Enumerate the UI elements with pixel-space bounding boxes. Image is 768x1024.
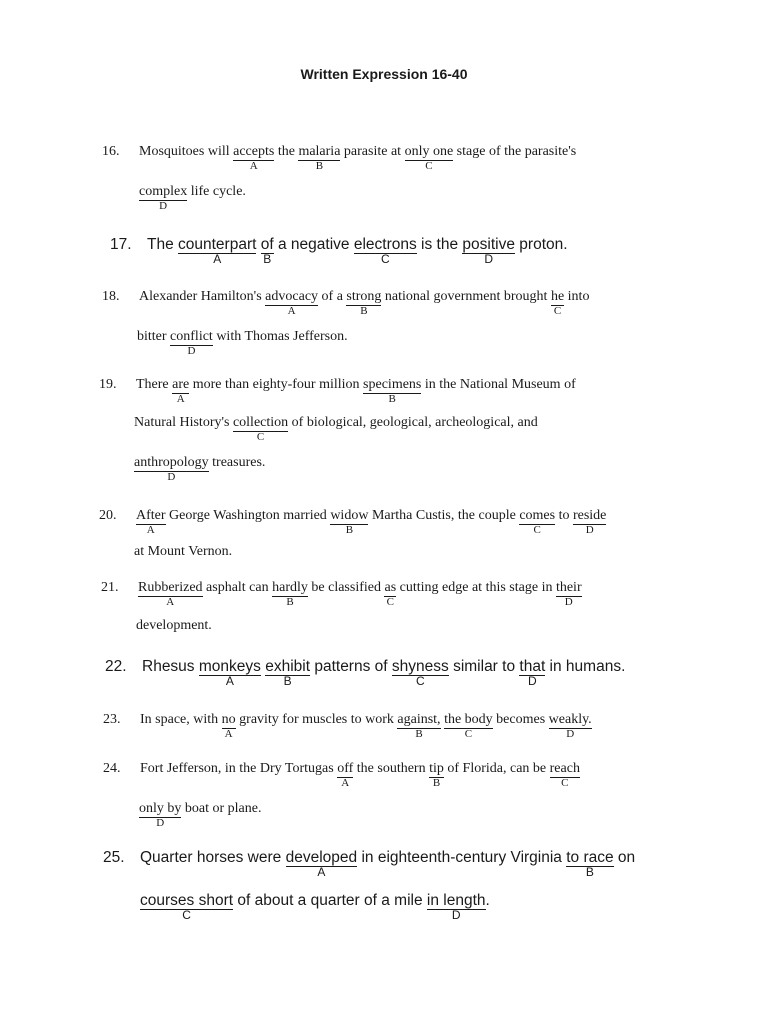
option-letter: D [159, 200, 168, 212]
underlined-option-b[interactable]: strong B [346, 289, 382, 317]
underlined-option-b[interactable]: hardly B [272, 580, 308, 608]
underlined-option-b[interactable]: specimens B [363, 377, 422, 405]
option-letter: A [166, 596, 175, 608]
underlined-option-c[interactable]: shyness C [391, 658, 449, 688]
underlined-option-a[interactable]: Rubberized A [138, 580, 203, 608]
question-number: 16. [102, 144, 120, 159]
sentence-text: cutting edge at this stage in [396, 580, 556, 595]
underlined-option-d[interactable]: their D [555, 580, 582, 608]
sentence-text: There [136, 377, 173, 392]
question-number: 23. [103, 712, 121, 727]
underlined-option-b[interactable]: against, B [397, 712, 441, 740]
option-letter: D [585, 524, 594, 536]
sentence-text: similar to [448, 658, 520, 675]
question-number: 22. [105, 658, 127, 675]
underlined-option-a[interactable]: counterpart A [178, 236, 257, 266]
underlined-option-b[interactable]: of B [260, 236, 274, 266]
option-letter: A [317, 865, 326, 879]
sentence-text: In space, with [140, 712, 222, 727]
option-letter: B [286, 596, 294, 608]
option-letter: B [432, 777, 441, 789]
sentence-text: of a [318, 289, 347, 304]
option-letter: C [380, 252, 390, 266]
sentence-text: the southern [353, 761, 430, 776]
option-letter: D [527, 674, 537, 688]
question-number: 19. [99, 377, 117, 392]
option-letter: C [553, 305, 562, 317]
option-letter: B [345, 524, 354, 536]
sentence-text: at Mount Vernon. [134, 544, 233, 559]
sentence-text: in the National Museum of [421, 377, 576, 392]
sentence-text: of Florida, can be [443, 761, 550, 776]
underlined-option-d[interactable]: conflict D [170, 329, 213, 357]
option-letter: D [484, 252, 494, 266]
option-letter: A [146, 524, 155, 536]
underlined-option-d[interactable]: weakly. D [548, 712, 592, 740]
underlined-option-a[interactable]: advocacy A [265, 289, 319, 317]
underlined-option-d[interactable]: only by D [139, 801, 182, 829]
underlined-option-c[interactable]: he C [550, 289, 565, 317]
underlined-option-b[interactable]: exhibit B [265, 658, 311, 688]
option-letter: D [564, 596, 573, 608]
sentence-text: Fort Jefferson, in the Dry Tortugas [140, 761, 338, 776]
option-letter: C [182, 908, 191, 922]
option-letter: C [464, 728, 473, 740]
sentence-text: in humans. [545, 658, 626, 675]
option-letter: B [585, 865, 594, 879]
sentence-text: George Washington married [165, 508, 331, 523]
sentence-text: life cycle. [187, 184, 246, 199]
sentence-text: . [485, 892, 490, 909]
option-letter: A [224, 728, 233, 740]
underlined-option-a[interactable]: monkeys A [198, 658, 261, 688]
underlined-option-c[interactable]: comes C [519, 508, 556, 536]
sentence-text: national government brought [381, 289, 551, 304]
question-number: 18. [102, 289, 120, 304]
sentence-text: on [613, 849, 636, 866]
sentence-text: development. [136, 618, 212, 633]
underlined-option-a[interactable]: developed A [285, 849, 358, 879]
sentence-text: The [147, 236, 179, 253]
sentence-text: is the [416, 236, 463, 253]
option-letter: C [415, 674, 425, 688]
option-letter: D [167, 471, 176, 483]
sentence-text: bitter [137, 329, 171, 344]
sentence-text: Alexander Hamilton's [139, 289, 266, 304]
option-letter: B [360, 305, 368, 317]
underlined-option-b[interactable]: widow B [330, 508, 369, 536]
underlined-option-a[interactable]: accepts A [233, 144, 275, 172]
option-letter: D [566, 728, 575, 740]
underlined-option-a[interactable]: After A [136, 508, 166, 536]
option-letter: D [156, 817, 165, 829]
question-number: 21. [101, 580, 119, 595]
option-letter: B [263, 252, 272, 266]
question-number: 24. [103, 761, 121, 776]
underlined-option-a[interactable]: are A [172, 377, 190, 405]
sentence-text: Quarter horses were [140, 849, 286, 866]
sentence-text: gravity for muscles to work [235, 712, 398, 727]
underlined-option-b[interactable]: malaria B [298, 144, 341, 172]
sentence-text: asphalt can [202, 580, 273, 595]
option-letter: C [256, 431, 265, 443]
sentence-text: of about a quarter of a mile [233, 892, 427, 909]
underlined-option-a[interactable]: off A [337, 761, 354, 789]
underlined-option-b[interactable]: tip B [429, 761, 444, 789]
sentence-text: the [274, 144, 299, 159]
sentence-text: parasite at [340, 144, 405, 159]
sentence-text: to [555, 508, 573, 523]
option-letter: C [386, 596, 394, 608]
underlined-option-b[interactable]: to race B [566, 849, 614, 879]
question-number: 20. [99, 508, 117, 523]
sentence-text: Mosquitoes will [139, 144, 234, 159]
underlined-option-c[interactable]: as C [384, 580, 397, 608]
option-letter: A [249, 160, 258, 172]
sentence-text: be classified [307, 580, 385, 595]
underlined-option-d[interactable]: reside D [572, 508, 607, 536]
underlined-option-c[interactable]: reach C [549, 761, 580, 789]
underlined-option-d[interactable]: complex D [139, 184, 188, 212]
underlined-option-a[interactable]: no A [221, 712, 236, 740]
sentence-text: of biological, geological, archeological, and [288, 415, 538, 430]
option-letter: B [283, 674, 292, 688]
underlined-option-c[interactable]: electrons C [353, 236, 417, 266]
option-letter: A [225, 674, 234, 688]
underlined-option-c[interactable]: collection C [232, 415, 289, 443]
page-title: Written Expression 16-40 [300, 66, 468, 82]
underlined-option-c[interactable]: the body C [444, 712, 493, 740]
option-letter: B [315, 160, 324, 172]
sentence-text: patterns of [310, 658, 392, 675]
sentence-text: Rhesus [142, 658, 199, 675]
option-letter: B [388, 393, 396, 405]
sentence-text: more than eighty-four million [189, 377, 364, 392]
underlined-option-c[interactable]: courses short C [140, 892, 234, 922]
underlined-option-c[interactable]: only one C [404, 144, 454, 172]
sentence-text: with Thomas Jefferson. [212, 329, 348, 344]
option-letter: C [533, 524, 541, 536]
option-letter: D [451, 908, 461, 922]
underlined-option-d[interactable]: that D [519, 658, 546, 688]
question-number: 17. [110, 236, 132, 253]
option-letter: A [213, 252, 222, 266]
option-letter: A [176, 393, 185, 405]
sentence-text: Natural History's [134, 415, 233, 430]
option-letter: D [187, 345, 196, 357]
sentence-text: proton. [514, 236, 568, 253]
sentence-text: in eighteenth-century Virginia [357, 849, 567, 866]
option-letter: C [561, 777, 569, 789]
underlined-option-d[interactable]: anthropology D [134, 455, 209, 483]
underlined-option-d[interactable]: positive D [462, 236, 515, 266]
sentence-text: becomes [492, 712, 549, 727]
sentence-text: Martha Custis, the couple [368, 508, 520, 523]
option-letter: A [287, 305, 296, 317]
sentence-text: a negative [273, 236, 354, 253]
sentence-text: stage of the parasite's [453, 144, 577, 159]
sentence-text: treasures. [208, 455, 266, 470]
sentence-text: boat or plane. [181, 801, 262, 816]
option-letter: B [415, 728, 423, 740]
question-number: 25. [103, 849, 125, 866]
option-letter: A [341, 777, 350, 789]
option-letter: C [425, 160, 433, 172]
underlined-option-d[interactable]: in length D [426, 892, 486, 922]
sentence-text: into [564, 289, 590, 304]
